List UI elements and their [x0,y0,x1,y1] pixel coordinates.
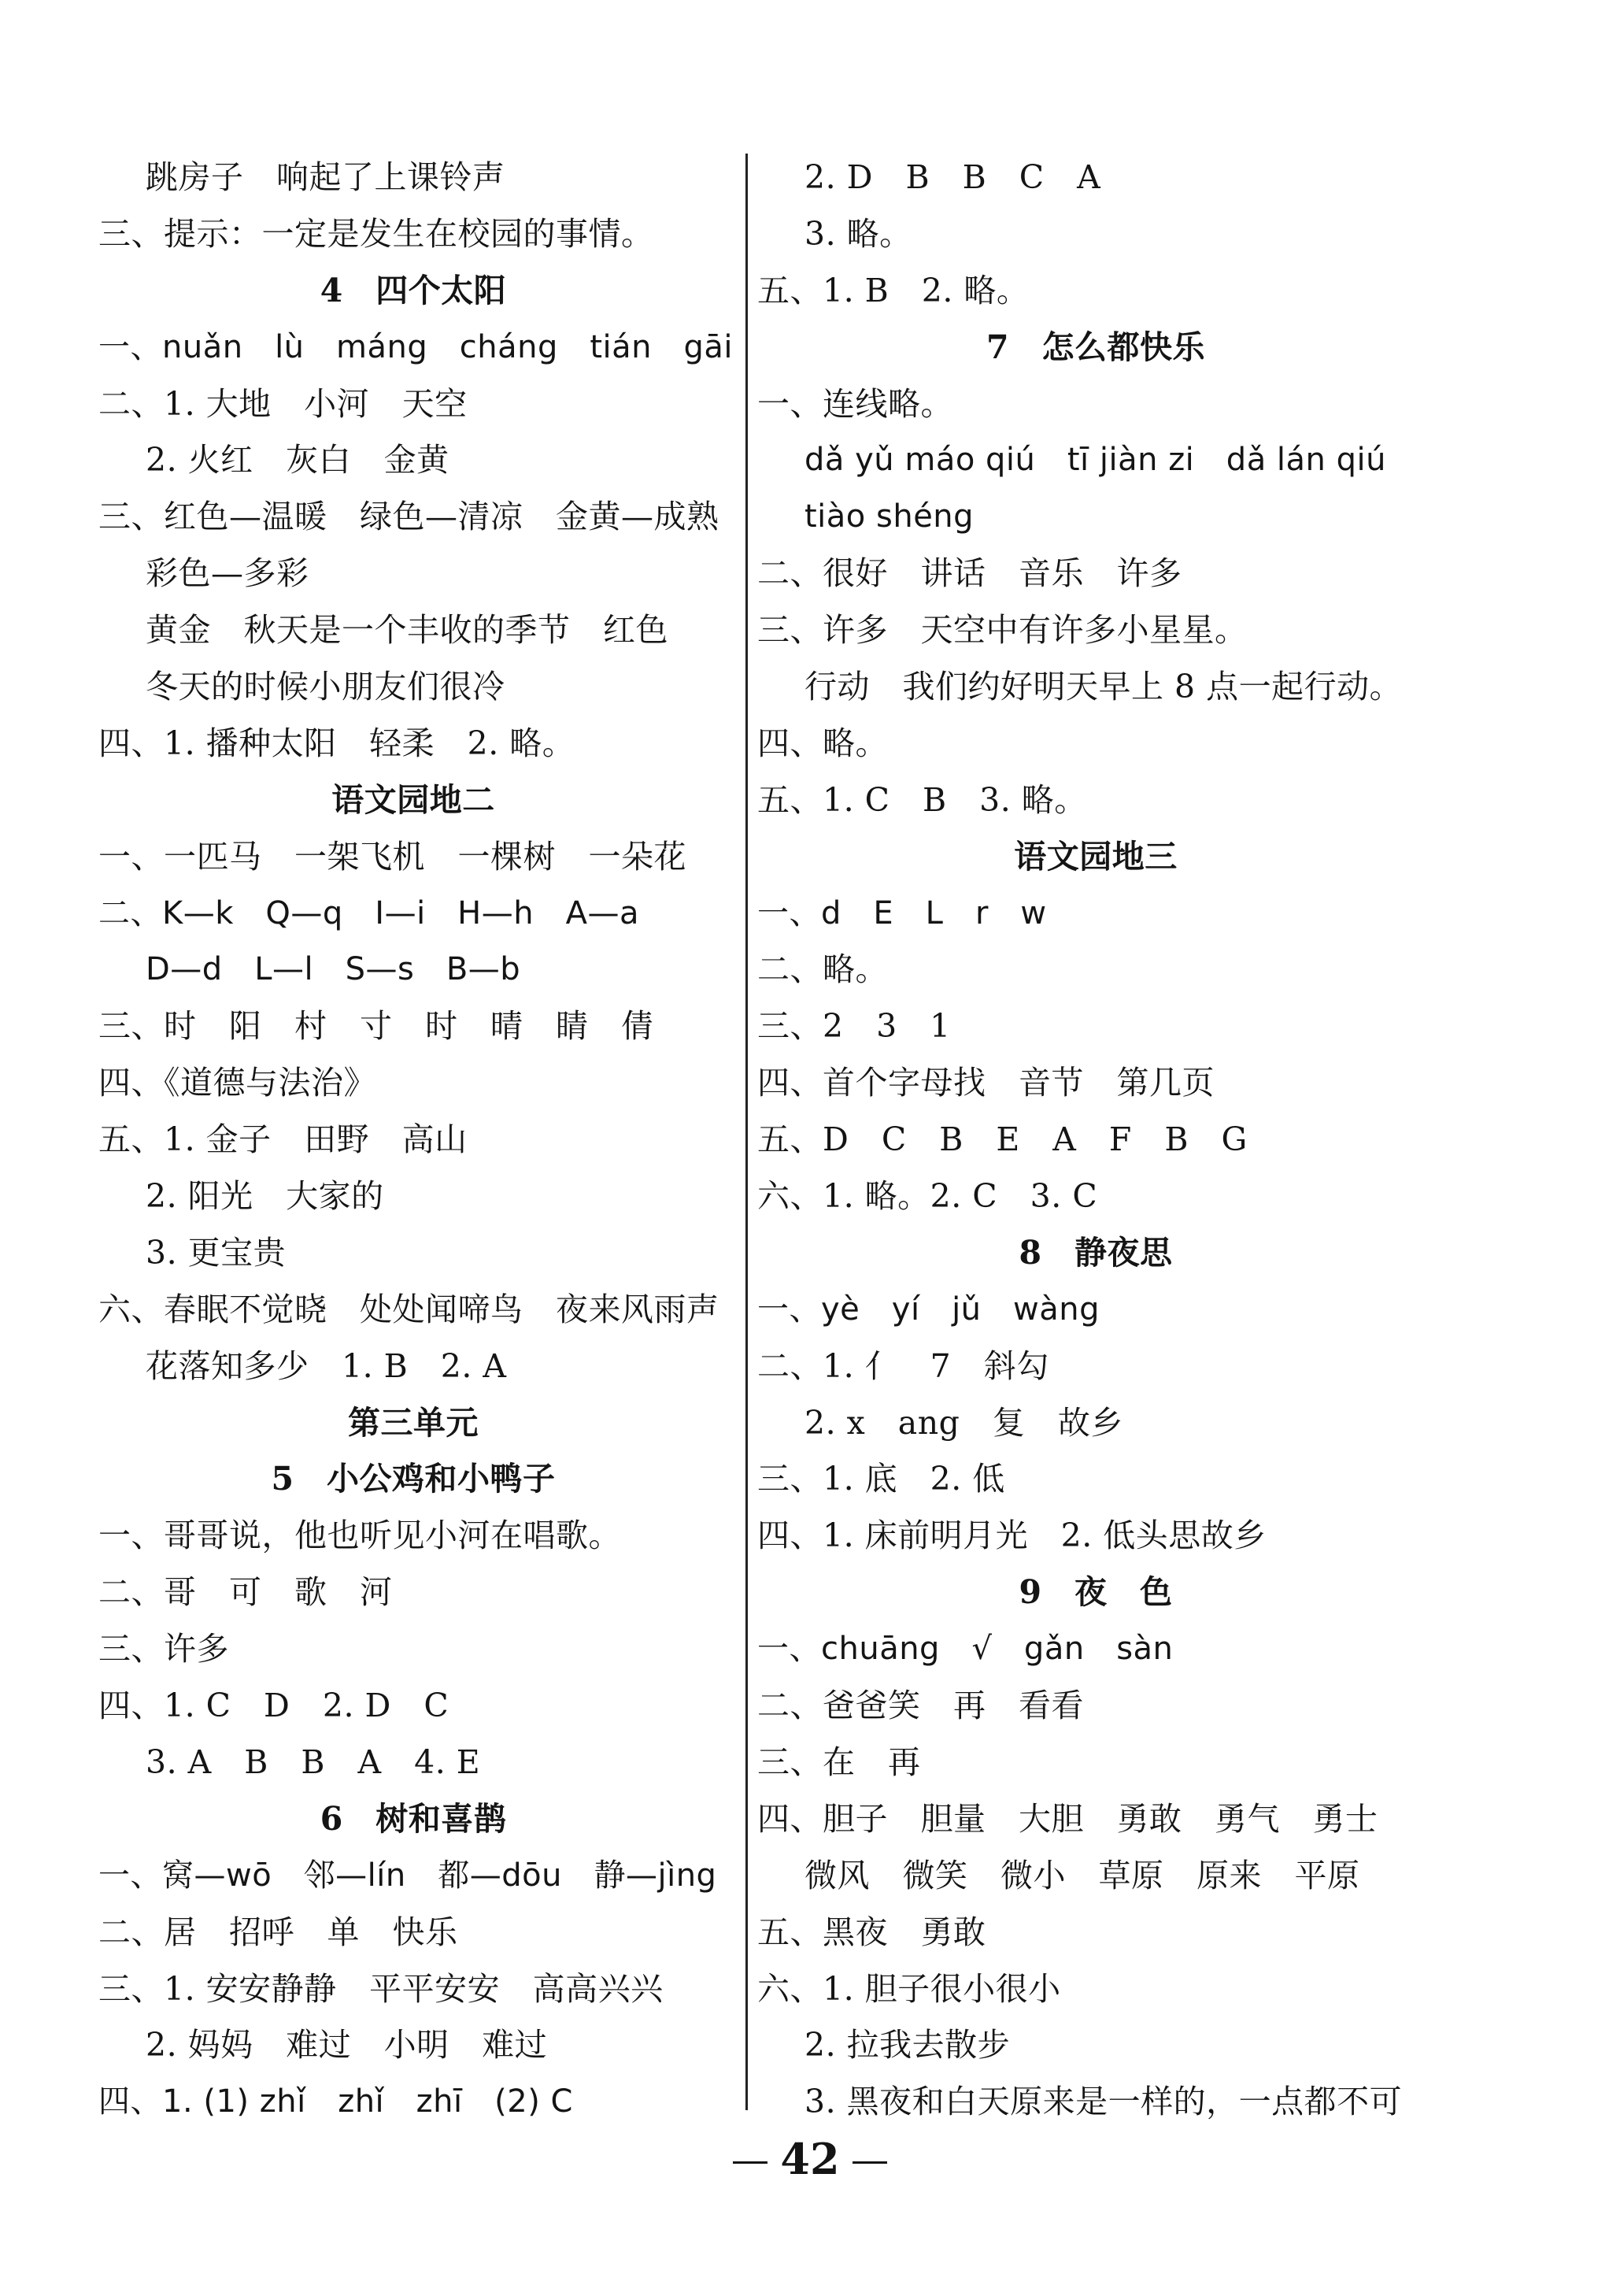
answer-line: 黄金 秋天是一个丰收的季节 红色 [146,611,668,650]
answer-line: tiào shéng [804,498,975,535]
answer-line: 三、红色—温暖 绿色—清凉 金黄—成熟 [98,498,719,536]
answer-line: 跳房子 响起了上课铃声 [146,158,505,196]
answer-line: 2. 阳光 大家的 [146,1177,384,1216]
answer-line: 二、1. 亻 7 斜勾 [757,1346,1049,1385]
answer-line: 2. x ang 复 故乡 [804,1403,1123,1442]
column-divider [745,154,748,2110]
answer-line: 行动 我们约好明天早上 8 点一起行动。 [804,668,1403,706]
answer-line: 四、1. C D 2. D C [98,1687,449,1725]
answer-line: 二、哥 可 歌 河 [98,1573,393,1612]
answer-line: 一、哥哥说，他也听见小河在唱歌。 [98,1516,621,1555]
answer-line: 五、1. C B 3. 略。 [757,780,1087,819]
answer-line: 3. 更宝贵 [146,1233,287,1272]
answer-line: 四、《道德与法治》 [98,1064,376,1102]
answer-line: 一、nuǎn lù máng cháng tián gāi [98,328,734,365]
answer-line: 三、时 阳 村 寸 时 晴 睛 倩 [98,1007,654,1046]
answer-line: 四、首个字母找 音节 第几页 [757,1064,1215,1102]
section-heading: 8 静夜思 [1019,1233,1173,1272]
answer-line: 彩色—多彩 [146,554,309,593]
answer-line: 四、胆子 胆量 大胆 勇敢 勇气 勇士 [757,1799,1378,1838]
answer-line: 六、春眠不觉晓 处处闻啼鸟 夜来风雨声 [98,1290,719,1328]
answer-line: 2. 拉我去散步 [804,2026,1011,2065]
answer-line: 二、居 招呼 单 快乐 [98,1913,458,1951]
answer-line: 二、1. 大地 小河 天空 [98,384,468,423]
answer-line: 2. 妈妈 难过 小明 难过 [146,2026,548,2065]
answer-line: 二、很好 讲话 音乐 许多 [757,554,1182,593]
answer-line: 六、1. 略。2. C 3. C [757,1177,1098,1216]
dash-right [853,2161,887,2164]
answer-line: 3. 略。 [804,214,912,253]
answer-line: 三、在 再 [757,1742,921,1781]
answer-line: 四、1. 床前明月光 2. 低头思故乡 [757,1516,1267,1555]
answer-line: D—d L—l S—s B—b [146,951,521,988]
answer-line: 四、略。 [757,724,888,762]
answer-line: 2. 火红 灰白 金黄 [146,441,449,480]
dash-left [733,2161,767,2164]
answer-line: 三、1. 底 2. 低 [757,1460,1005,1498]
answer-line: 四、1. 播种太阳 轻柔 2. 略。 [98,724,575,762]
section-heading: 第三单元 [348,1403,479,1442]
answer-line: dǎ yǔ máo qiú tī jiàn zi dǎ lán qiú [804,442,1386,479]
section-heading: 5 小公鸡和小鸭子 [271,1460,556,1498]
page-number-value: 42 [780,2134,840,2184]
section-heading: 语文园地三 [1014,837,1178,876]
answer-line: 2. D B B C A [804,158,1101,196]
left-column [98,150,734,2131]
section-heading: 6 树和喜鹊 [320,1799,507,1838]
answer-line: 三、2 3 1 [757,1007,951,1046]
answer-line: 五、1. B 2. 略。 [757,271,1030,309]
answer-line: 三、1. 安安静静 平平安安 高高兴兴 [98,1969,664,2008]
answer-line: 五、D C B E A F B G [757,1120,1248,1159]
answer-line: 3. 黑夜和白天原来是一样的，一点都不可 [804,2083,1403,2121]
answer-line: 二、略。 [757,950,888,989]
answer-line: 冬天的时候小朋友们很冷 [146,668,505,706]
answer-line: 一、窝—wō 邻—lín 都—dōu 静—jìng [98,1857,717,1894]
answer-line: 花落知多少 1. B 2. A [146,1346,507,1385]
section-heading: 7 怎么都快乐 [986,328,1206,366]
answer-line: 一、d E L r w [757,894,1047,931]
answer-line: 二、爸爸笑 再 看看 [757,1687,1084,1725]
answer-line: 五、1. 金子 田野 高山 [98,1120,468,1159]
section-heading: 语文园地二 [331,780,495,819]
answer-line: 微风 微笑 微小 草原 原来 平原 [804,1856,1360,1894]
page-number [0,2135,1620,2183]
answer-line: 六、1. 胆子很小很小 [757,1969,1061,2008]
answer-line: 3. A B B A 4. E [146,1742,481,1781]
answer-line: 四、1. (1) zhǐ zhǐ zhī (2) C [98,2083,573,2120]
answer-line: 一、连线略。 [757,384,953,423]
answer-line: 三、提示：一定是发生在校园的事情。 [98,214,654,253]
answer-line: 一、yè yí jǔ wàng [757,1291,1100,1328]
right-column [757,150,1434,2131]
section-heading: 9 夜 色 [1019,1573,1173,1612]
answer-line: 一、一匹马 一架飞机 一棵树 一朵花 [98,837,686,876]
answer-line: 一、chuāng √ gǎn sàn [757,1631,1174,1668]
answer-line: 三、许多 [98,1630,229,1668]
answer-line: 二、K—k Q—q I—i H—h A—a [98,894,639,931]
section-heading: 4 四个太阳 [320,271,507,309]
answer-line: 三、许多 天空中有许多小星星。 [757,611,1248,650]
answer-line: 五、黑夜 勇敢 [757,1913,986,1951]
